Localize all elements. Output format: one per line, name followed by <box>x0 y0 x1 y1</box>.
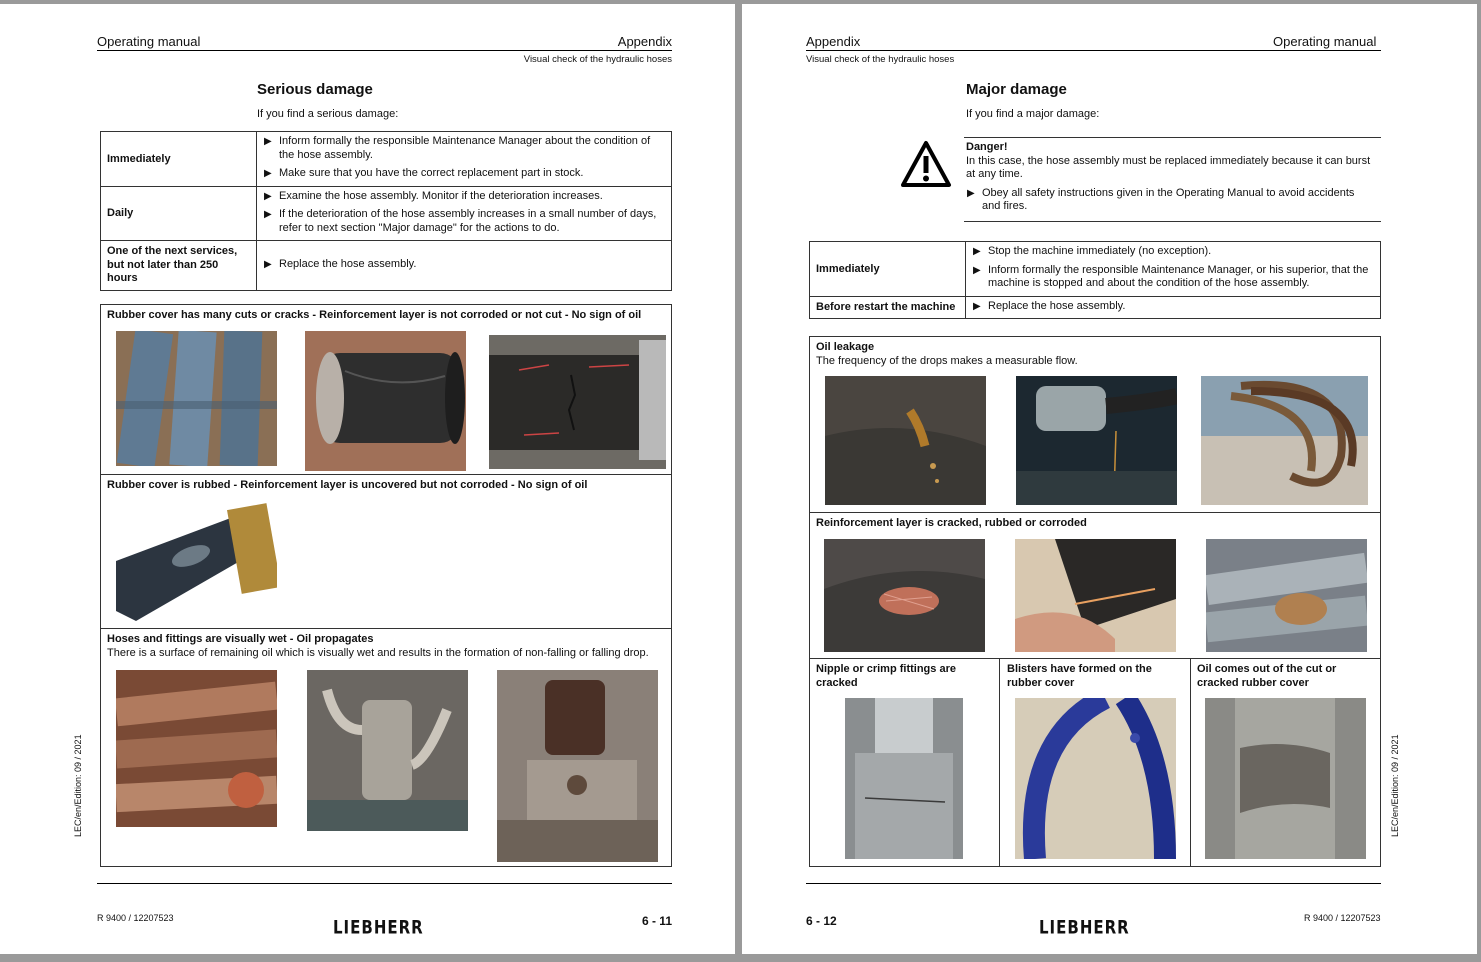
action-table <box>100 131 672 291</box>
photo-wet-filter <box>307 670 468 831</box>
danger-rule-top <box>964 137 1381 138</box>
action-label: Immediately <box>101 132 257 187</box>
photo-rubbed-hose <box>116 501 277 621</box>
action-label: Before restart the machine <box>810 296 966 318</box>
header-rule <box>806 50 1381 51</box>
bullet-arrow-icon: ▶ <box>973 246 981 257</box>
action-label: Daily <box>101 186 257 241</box>
column-caption: Oil comes out of the cut or cracked rubber cover <box>1197 663 1337 689</box>
header-right: Appendix <box>617 34 672 49</box>
photo-blistered-hose <box>1015 698 1176 859</box>
header-rule <box>97 50 672 51</box>
header-right: Operating manual <box>1273 34 1377 49</box>
header-left: Operating manual <box>97 34 201 49</box>
footer-rule <box>806 883 1381 884</box>
photo-leaking-fitting <box>1016 376 1177 505</box>
liebherr-logo: LIEBHERR <box>333 915 424 939</box>
bullet-arrow-icon: ▶ <box>973 301 981 313</box>
bullet-arrow-icon: ▶ <box>967 187 975 199</box>
photo-oil-from-cut-cover <box>1205 698 1366 859</box>
divider <box>809 512 1381 513</box>
header-subtitle: Visual check of the hydraulic hoses <box>523 54 672 65</box>
action-label: One of the next services, but not later than 250 hours <box>101 241 257 291</box>
action-item: Inform formally the responsible Maintenance Manager, or his superior, that the machine is stopped and about the condition of the hose assembly. <box>988 263 1369 289</box>
footer-rule <box>97 883 672 884</box>
edition-side-text: LEC/en/Edition: 09 / 2021 <box>1390 734 1400 837</box>
photo-oily-fitting <box>497 670 658 862</box>
header-subtitle: Visual check of the hydraulic hoses <box>806 54 955 65</box>
bullet-arrow-icon: ▶ <box>264 190 272 202</box>
action-table <box>809 241 1381 319</box>
bullet-arrow-icon: ▶ <box>264 258 272 270</box>
page-6-11 <box>0 4 735 954</box>
photo-cracked-nipple <box>845 698 963 859</box>
section-caption: Reinforcement layer is cracked, rubbed or corroded <box>816 517 1087 529</box>
section-title: Major damage <box>966 81 1067 98</box>
photo-rubbed-reinforcement <box>1015 539 1176 652</box>
column-caption: Nipple or crimp fittings are cracked <box>816 663 956 689</box>
divider <box>100 628 672 629</box>
danger-rule-bottom <box>964 221 1381 222</box>
divider <box>100 474 672 475</box>
danger-notice <box>966 141 1378 219</box>
intro-text: If you find a serious damage: <box>257 108 399 120</box>
section-caption: Hoses and fittings are visually wet - Oil propagates There is a surface of remaining oil which is visually wet and results in the formation of non-falling or falling drop. <box>107 633 649 659</box>
column-divider <box>1190 658 1191 867</box>
header-left: Appendix <box>806 34 861 49</box>
photo-cracked-hoses <box>116 331 277 466</box>
danger-bullet: Obey all safety instructions given in the Operating Manual to avoid accidents and fires. <box>982 186 1355 212</box>
bullet-arrow-icon: ▶ <box>264 136 272 147</box>
photo-cracked-reinforcement <box>824 539 985 652</box>
action-item: Make sure that you have the correct replacement part in stock. <box>279 167 584 179</box>
page-number: 6 - 11 <box>641 914 672 928</box>
action-item: If the deterioration of the hose assembly increases in a small number of days, refer to next section "Major damage" for the actions to do. <box>279 208 657 234</box>
liebherr-logo: LIEBHERR <box>1039 915 1130 939</box>
danger-title: Danger! <box>966 141 1008 153</box>
bullet-arrow-icon: ▶ <box>264 168 272 179</box>
column-caption: Blisters have formed on the rubber cover <box>1007 663 1152 689</box>
page-number: 6 - 12 <box>806 914 837 928</box>
action-label: Immediately <box>810 242 966 297</box>
warning-triangle-icon <box>900 140 952 193</box>
edition-side-text: LEC/en/Edition: 09 / 2021 <box>73 734 83 837</box>
page-6-12 <box>742 4 1477 954</box>
column-divider <box>999 658 1000 867</box>
section-caption: Oil leakage The frequency of the drops makes a measurable flow. <box>816 341 1078 367</box>
action-item: Examine the hose assembly. Monitor if the deterioration increases. <box>279 189 603 202</box>
photo-corroded-reinforcement <box>1206 539 1367 652</box>
action-item: Stop the machine immediately (no exception). <box>988 245 1212 257</box>
section-caption: Rubber cover has many cuts or cracks - Reinforcement layer is not corroded or not cut - No sign of oil <box>107 309 642 321</box>
danger-text: In this case, the hose assembly must be replaced immediately because it can burst at any time. <box>966 154 1371 180</box>
action-item: Replace the hose assembly. <box>988 300 1126 313</box>
bullet-arrow-icon: ▶ <box>973 264 981 276</box>
action-item: Replace the hose assembly. <box>279 257 417 270</box>
footer-doc-number: R 9400 / 12207523 <box>97 913 174 923</box>
intro-text: If you find a major damage: <box>966 108 1100 120</box>
photo-cut-hose-end <box>305 331 466 471</box>
section-title: Serious damage <box>257 81 373 98</box>
divider <box>809 658 1381 659</box>
photo-wet-hoses <box>116 670 277 827</box>
action-item: Inform formally the responsible Maintenance Manager about the condition of the hose assembly. <box>279 135 651 161</box>
photo-oily-hose-loops <box>1201 376 1368 505</box>
photo-marked-cracks <box>489 335 666 469</box>
bullet-arrow-icon: ▶ <box>264 209 272 220</box>
photo-oil-drip <box>825 376 986 505</box>
footer-doc-number: R 9400 / 12207523 <box>1304 913 1381 923</box>
section-caption: Rubber cover is rubbed - Reinforcement layer is uncovered but not corroded - No sign of oil <box>107 479 588 491</box>
